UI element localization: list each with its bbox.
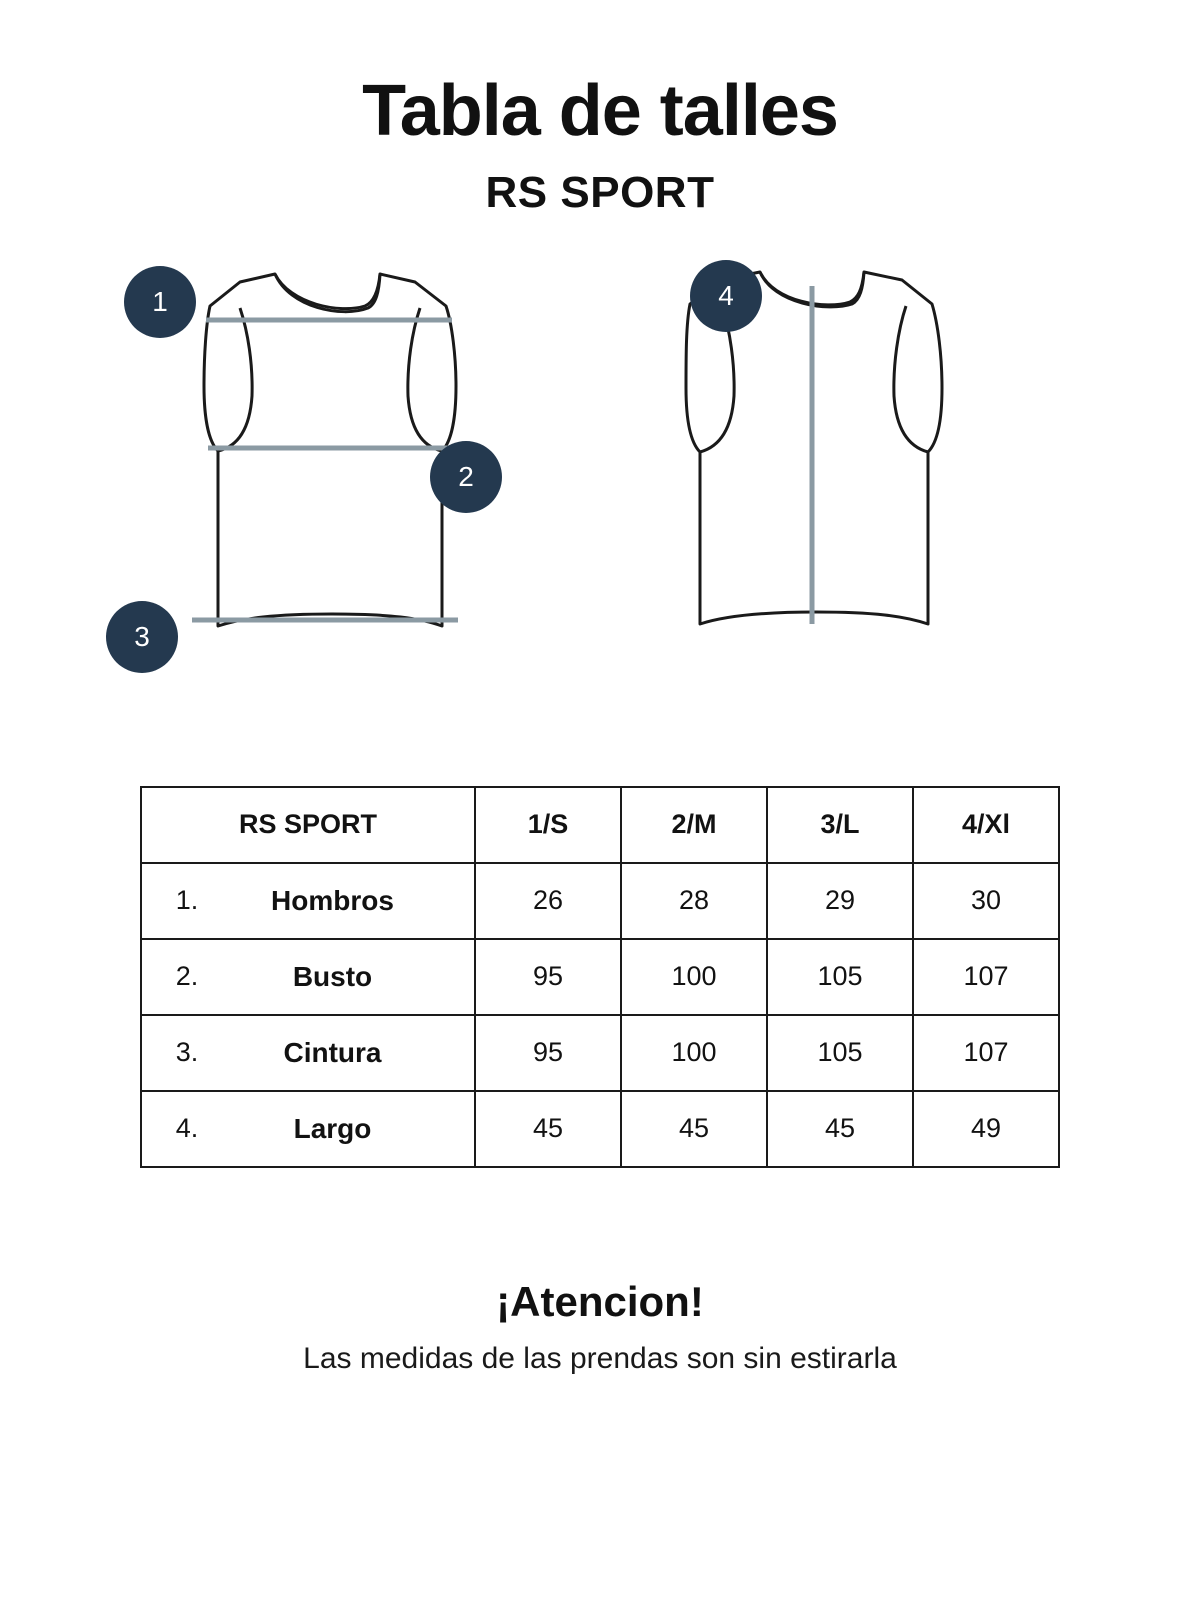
table-row (141, 863, 1059, 939)
badge-3: 3 (106, 601, 178, 673)
row-number: 4. (175, 1113, 199, 1144)
row-label-largo (141, 1091, 475, 1167)
table-header-brand: RS SPORT (141, 787, 475, 863)
row-label: Largo (293, 1112, 372, 1144)
table-row (141, 939, 1059, 1015)
cell-largo-l: 45 (767, 1091, 913, 1167)
table-row (141, 1015, 1059, 1091)
page-header (0, 0, 1200, 218)
cell-hombros-m: 28 (621, 863, 767, 939)
page-footer (0, 1278, 1200, 1376)
table-header-xl: 4/Xl (913, 787, 1059, 863)
row-label: Hombros (271, 884, 394, 916)
badge-4: 4 (690, 260, 762, 332)
attention-note: Las medidas de las prendas son sin estirarla (303, 1341, 897, 1375)
badge-2: 2 (430, 441, 502, 513)
badge-1: 1 (124, 266, 196, 338)
cell-busto-l: 105 (767, 939, 913, 1015)
row-label: Busto (292, 960, 373, 992)
illustration-area (0, 246, 1200, 726)
attention-title: ¡Atencion! (496, 1277, 704, 1325)
cell-cintura-s: 95 (475, 1015, 621, 1091)
table-header-l: 3/L (767, 787, 913, 863)
size-table (140, 786, 1060, 1168)
cell-cintura-xl: 107 (913, 1015, 1059, 1091)
cell-largo-m: 45 (621, 1091, 767, 1167)
row-label-cintura (141, 1015, 475, 1091)
row-number: 1. (175, 885, 199, 916)
row-label-busto (141, 939, 475, 1015)
row-label-hombros (141, 863, 475, 939)
row-number: 3. (175, 1037, 199, 1068)
cell-largo-xl: 49 (913, 1091, 1059, 1167)
table-row (141, 1091, 1059, 1167)
table-header-s: 1/S (475, 787, 621, 863)
page-subtitle: RS SPORT (485, 167, 715, 217)
table-header-m: 2/M (621, 787, 767, 863)
cell-cintura-l: 105 (767, 1015, 913, 1091)
cell-hombros-l: 29 (767, 863, 913, 939)
cell-largo-s: 45 (475, 1091, 621, 1167)
cell-cintura-m: 100 (621, 1015, 767, 1091)
page-title: Tabla de talles (362, 71, 838, 151)
cell-busto-xl: 107 (913, 939, 1059, 1015)
cell-hombros-xl: 30 (913, 863, 1059, 939)
row-label: Cintura (283, 1036, 382, 1068)
cell-hombros-s: 26 (475, 863, 621, 939)
size-table-wrapper (140, 786, 1060, 1168)
row-number: 2. (175, 961, 199, 992)
cell-busto-s: 95 (475, 939, 621, 1015)
table-header-row (141, 787, 1059, 863)
cell-busto-m: 100 (621, 939, 767, 1015)
